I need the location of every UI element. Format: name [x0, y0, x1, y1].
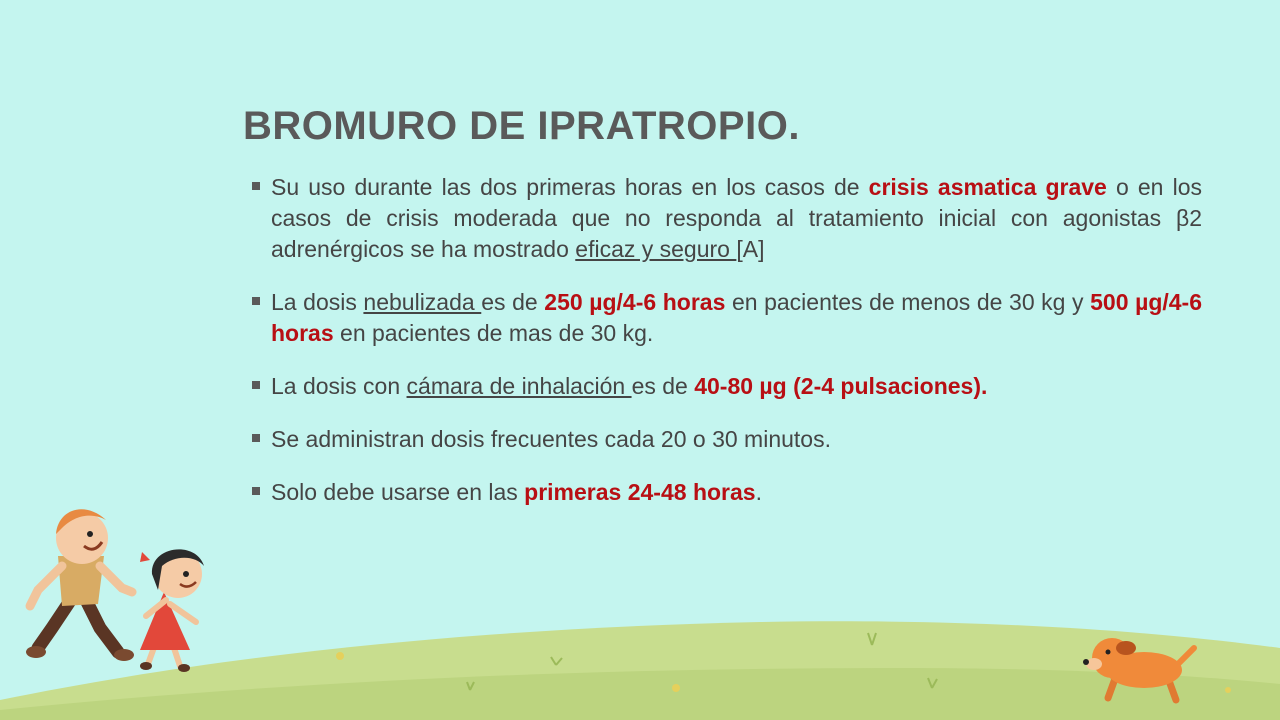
- highlight-text: 250 µg/4-6 horas: [544, 289, 726, 315]
- underlined-text: eficaz y seguro: [575, 236, 737, 262]
- text-run: La dosis: [271, 289, 364, 315]
- highlight-text: crisis asmatica grave: [868, 174, 1107, 200]
- text-run: Su uso durante las dos primeras horas en los casos de: [271, 174, 869, 200]
- text-run: o en los casos de crisis moderada que no responda al tratamiento inicial con agonistas β2 adrenérgicos se ha mostrado: [271, 174, 1202, 262]
- text-run: La dosis con: [271, 373, 407, 399]
- text-run: [A]: [736, 236, 765, 262]
- girl-illustration: [140, 549, 204, 672]
- text-run: en pacientes de mas de 30 kg.: [333, 320, 654, 346]
- underlined-text: nebulizada: [363, 289, 482, 315]
- text-run: es de: [481, 289, 545, 315]
- dog-illustration: [1083, 638, 1194, 700]
- text-run: Solo debe usarse en las: [271, 479, 525, 505]
- highlight-text: 40-80 µg (2-4 pulsaciones).: [694, 373, 988, 399]
- text-run: .: [755, 479, 762, 505]
- text-run: Se administran dosis frecuentes cada 20 o 30 minutos.: [271, 426, 831, 452]
- slide-title: BROMURO DE IPRATROPIO.: [243, 104, 800, 148]
- text-run: en pacientes de menos de 30 kg y: [725, 289, 1091, 315]
- underlined-text: cámara de inhalación: [406, 373, 632, 399]
- boy-illustration: [26, 509, 134, 661]
- highlight-text: 500 µg/4-6 horas: [271, 289, 1203, 346]
- highlight-text: primeras 24-48 horas: [524, 479, 756, 505]
- text-run: es de: [631, 373, 695, 399]
